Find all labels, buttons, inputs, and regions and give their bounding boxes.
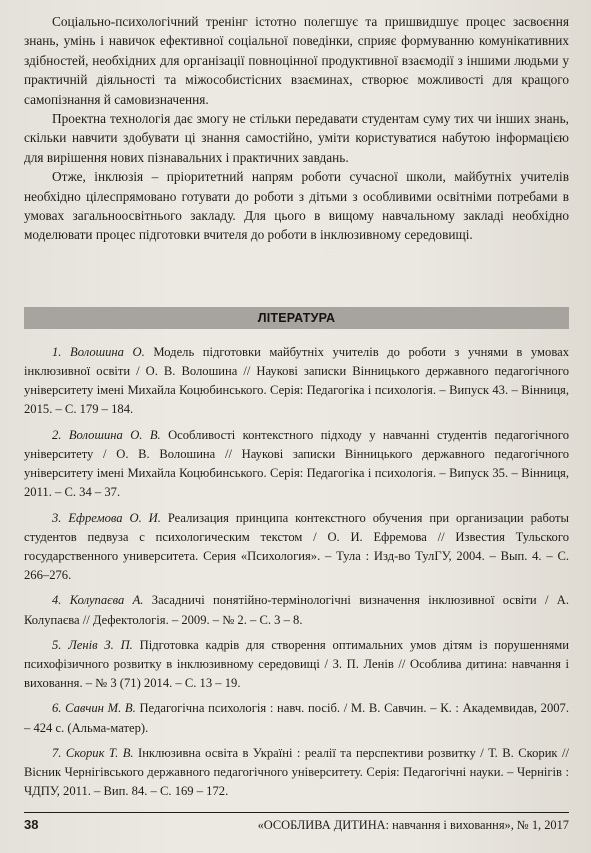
page-footer bbox=[24, 812, 569, 833]
reference-text: Педагогічна психологія : навч. посіб. / М. В. Савчин. – К. : Академвидав, 2007. – 424 с. (Альма-матер). bbox=[24, 701, 569, 735]
reference-text: Реализация принципа контекстного обучения при организации работы студентов педвуза с психологическим текстом / О. И. Ефремова // Известия Тульского государственного университета. Серия «Психология». – Тула : Изд-во ТулГУ, 2004. – Вып. 4. – С. 266–276. bbox=[24, 510, 569, 583]
reference-item bbox=[24, 591, 569, 629]
reference-author: 5. Ленів З. П. bbox=[52, 637, 133, 652]
page-number: 38 bbox=[24, 817, 39, 832]
body-paragraph: Соціально-психологічний тренінг істотно полегшує та пришвидшує процес засвоєння знань, умінь і навичок ефективної соціальної поведінки, сприяє формуванню комунікативних здібностей, необхідних для організації повноцінної продуктивної взаємодії з іншими людьми у практичній діяльності та міжособистісних взаєминах, створює можливості для кращого самопізнання й самовизначення. bbox=[24, 14, 569, 107]
reference-item bbox=[24, 699, 569, 737]
reference-text: Модель підготовки майбутніх учителів до роботи з учнями в умовах інклюзивної освіти / О. В. Волошина // Наукові записки Вінницького державного педагогічного університету імені Михайла Коцюбинського. Серія: Педагогіка і психологія. – Випуск 43. – Вінниця, 2015. – С. 179 – 184. bbox=[24, 344, 569, 417]
reference-item bbox=[24, 744, 569, 802]
body-paragraph: Отже, інклюзія – пріоритетний напрям роботи сучасної школи, майбутніх учителів необхідно цілеспрямовано готувати до роботи з дітьми з особливими освітніми потребами в умовах загальноосвітнього закладу. Для цього в вищому навчальному закладі необхідно моделювати процес підготовки вчителя до роботи в інклюзивному середовищі. bbox=[24, 169, 569, 243]
reference-author: 7. Скорик Т. В. bbox=[52, 745, 134, 760]
reference-item bbox=[24, 426, 569, 503]
reference-author: 3. Ефремова О. И. bbox=[52, 510, 161, 525]
reference-item bbox=[24, 343, 569, 420]
reference-author: 1. Волошина О. bbox=[52, 344, 145, 359]
reference-item bbox=[24, 509, 569, 586]
reference-author: 2. Волошина О. В. bbox=[52, 427, 161, 442]
body-paragraph: Проектна технологія дає змогу не стільки передавати студентам суму тих чи інших знань, скільки навчити здобувати ці знання самостійно, уміти користуватися набутою інформацією для вирішення нових пізнавальних і практичних завдань. bbox=[24, 111, 569, 165]
article-body bbox=[24, 12, 569, 245]
reference-text: Засадничі понятійно-термінологічні визначення інклюзивної освіти / А. Колупаєва // Дефектологія. – 2009. – № 2. – С. 3 – 8. bbox=[24, 593, 569, 627]
reference-item bbox=[24, 636, 569, 694]
reference-text: Особливості контекстного підходу у навчанні студентів педагогічного університету / О. В. Волошина // Наукові записки Вінницького державного педагогічного університету імені Михайла Коцюбинського. Серія: Педагогіка і психологія. – Випуск 35. – Вінниця, 2011. – С. 34 – 37. bbox=[24, 427, 569, 500]
reference-author: 4. Колупаєва А. bbox=[52, 593, 144, 608]
reference-list bbox=[24, 343, 569, 801]
reference-text: Підготовка кадрів для створення оптимальних умов дітям із порушеннями психофізичного розвитку в інклюзивному середовищі / З. П. Ленів // Особлива дитина: навчання і виховання. – № 3 (71) 2014. – С. 13 – 19. bbox=[24, 637, 569, 691]
journal-title: «ОСОБЛИВА ДИТИНА: навчання і виховання», № 1, 2017 bbox=[257, 818, 569, 832]
reference-text: Інклюзивна освіта в Україні : реалії та перспективи розвитку / Т. В. Скорик // Вісник Чернігівського державного педагогічного університету. Серія: Педагогічні науки. – Чернігів : ЧДПУ, 2011. – Вип. 84. – С. 169 – 172. bbox=[24, 745, 569, 799]
reference-author: 6. Савчин М. В. bbox=[52, 701, 136, 716]
literature-heading: ЛІТЕРАТУРА bbox=[24, 307, 569, 329]
